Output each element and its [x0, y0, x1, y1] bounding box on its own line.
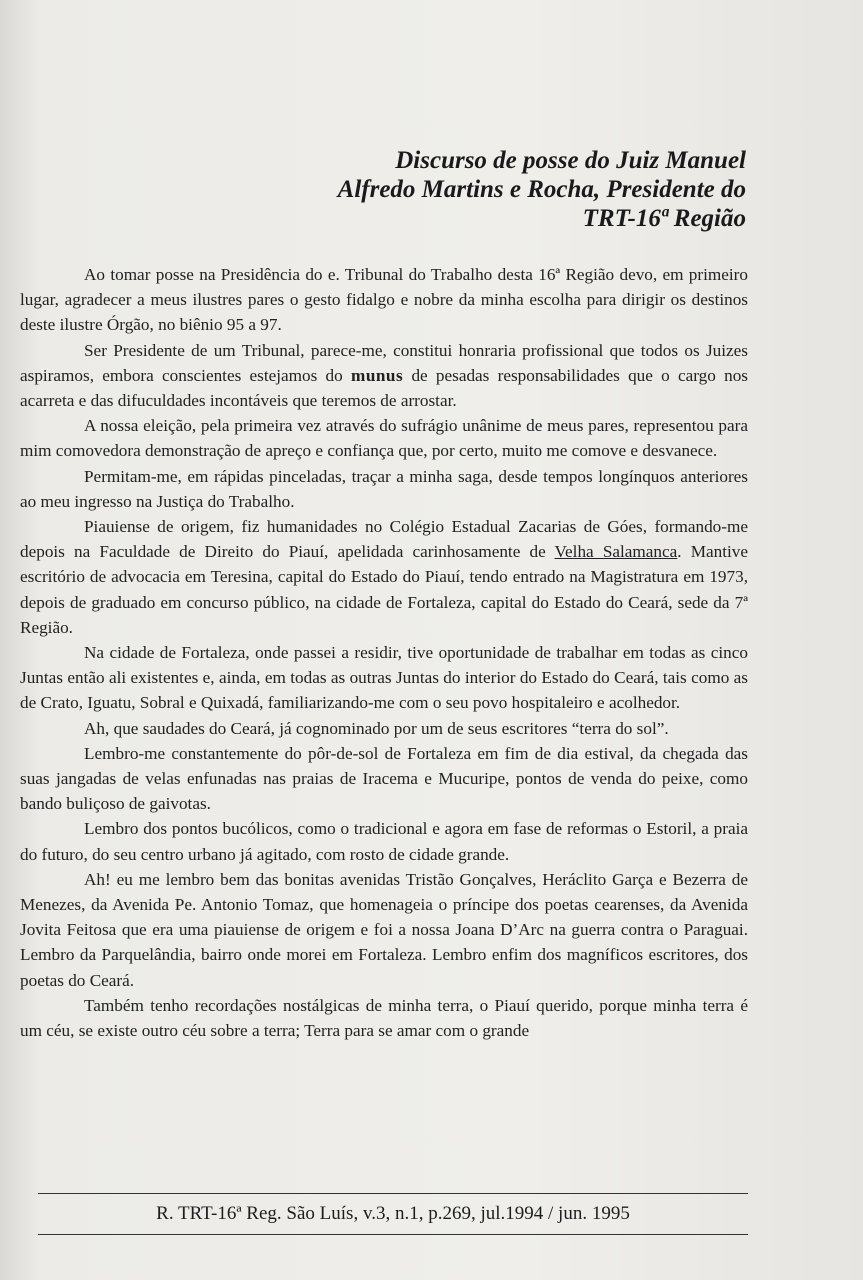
paragraph-5-after: . Mantive escritório de advocacia em Teresina, capital do Estado do Piauí, tendo entrado na Magistratura em 1973, depois de graduado em concurso público, na cidade de Fortaleza, capital do Estado do Ceará, sede da 7ª Região.: [20, 542, 749, 637]
footer-citation: R. TRT-16ª Reg. São Luís, v.3, n.1, p.269, jul.1994 / jun. 1995: [156, 1203, 630, 1224]
paragraph-8: Lembro-me constantemente do pôr-de-sol de Fortaleza em fim de dia estival, da chegada das suas jangadas de velas enfunadas nas praias de Iracema e Mucuripe, pontos de venda do peixe, como bando buliçoso de gaivotas.: [20, 743, 748, 814]
paragraph-11: Também tenho recordações nostálgicas de minha terra, o Piauí querido, porque minha terra é um céu, se existe outro céu sobre a terra; Terra para se amar com o grande: [20, 995, 748, 1041]
title-line-1: Discurso de posse do Juiz Manuel: [395, 147, 746, 174]
paragraph-2-after: de pesadas responsabilidades que o cargo nos acarreta e das difuculdades incontáveis que teremos de arrostar.: [20, 365, 748, 411]
paragraph-6: Na cidade de Fortaleza, onde passei a residir, tive oportunidade de trabalhar em todas as cinco Juntas então ali existentes e, ainda, em todas as outras Juntas do interior do Estado do Ceará, tais como as de Crato, Iguatu, Sobral e Quixadá, familiarizando-me com o seu povo hospitaleiro e acolhedor.: [20, 643, 748, 713]
speech-title: [200, 146, 746, 233]
paragraph-5: [20, 514, 748, 640]
speech-body: [20, 262, 748, 1043]
paragraph-4: Permitam-me, em rápidas pinceladas, traçar a minha saga, desde tempos longínquos anteriores ao meu ingresso na Justiça do Trabalho.: [20, 466, 748, 511]
paragraph-1: Ao tomar posse na Presidência do e. Tribunal do Trabalho desta 16ª Região devo, em primeiro lugar, agradecer a meus ilustres pares o gesto fidalgo e nobre da minha escolha para dirigir os destinos deste ilustre Órgão, no biênio 95 a 97.: [20, 265, 748, 335]
paragraph-2: [20, 338, 748, 414]
paragraph-3: A nossa eleição, pela primeira vez através do sufrágio unânime de meus pares, representou para mim comovedora demonstração de apreço e confiança que, por certo, muito me comove e desvanece.: [20, 416, 748, 461]
velha-salamanca-term: Velha Salamanca: [554, 542, 678, 562]
title-line-3: TRT-16ª Região: [582, 205, 746, 232]
paragraph-7: Ah, que saudades do Ceará, já cognominado por um de seus escritores “terra do sol”.: [84, 718, 669, 738]
paragraph-10: Ah! eu me lembro bem das bonitas avenidas Tristão Gonçalves, Heráclito Garça e Bezerra de Menezes, da Avenida Pe. Antonio Tomaz, que homenageia o príncipe dos poetas cearenses, da Avenida Jovita Feitosa que era uma piauiense de origem e foi a nossa Joana D’Arc na guerra contra o Paraguai. Lembro da Parquelândia, bairro onde morei em Fortaleza. Lembro enfim dos magníficos escritores, dos poetas do Ceará.: [20, 869, 748, 990]
paragraph-5-before: Piauiense de origem, fiz humanidades no Colégio Estadual Zacarias de Góes, formando-me depois na Faculdade de Direito do Piauí, apelidada carinhosamente de: [20, 517, 748, 562]
paragraph-9: Lembro dos pontos bucólicos, como o tradicional e agora em fase de reformas o Estoril, a praia do futuro, do seu centro urbano já agitado, com rosto de cidade grande.: [20, 819, 748, 864]
title-line-2: Alfredo Martins e Rocha, Presidente do: [337, 176, 746, 203]
footer-rule-bottom: [38, 1234, 748, 1235]
footer-rule-top: [38, 1193, 748, 1194]
munus-term: munus: [351, 365, 404, 385]
paragraph-2-before: Ser Presidente de um Tribunal, parece-me, constitui honraria profissional que todos os Juizes aspiramos, embora conscientes estejamos do: [20, 340, 748, 385]
